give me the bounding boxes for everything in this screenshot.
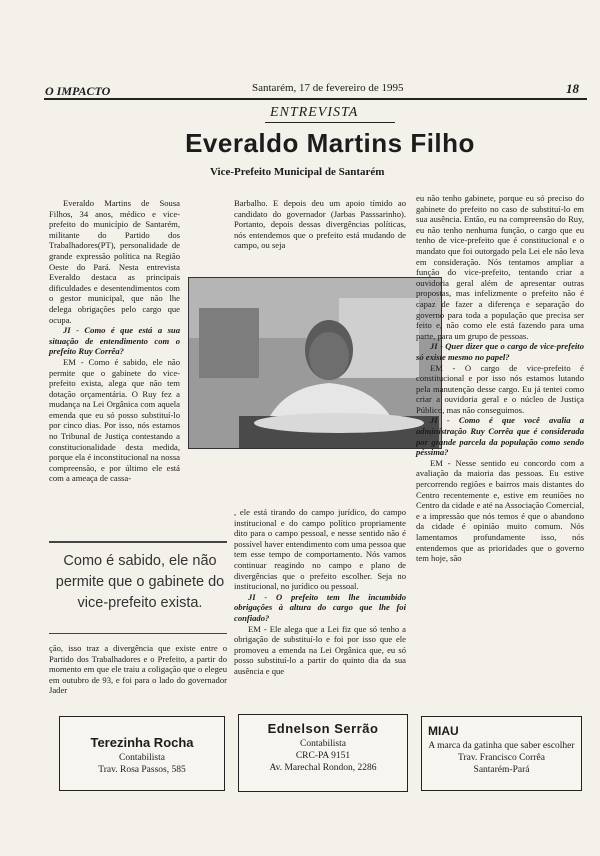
header-rule — [44, 98, 587, 100]
column-3 — [416, 193, 584, 564]
ad-line: CRC-PA 9151 — [295, 751, 351, 761]
column-1 — [49, 198, 180, 484]
article-title: Everaldo Martins Filho — [185, 128, 475, 158]
ad-line: Santarém-Pará — [473, 765, 530, 775]
question-1: JI - Como é que está a sua situação de entendimento com o prefeito Ruy Corrêa? — [49, 325, 180, 357]
pullquote-rule-top — [49, 541, 227, 543]
ad-name: MIAU — [428, 724, 459, 738]
column-2-top-text: Barbalho. E depois deu um apoio tímido ao candidato do governador (Jarbas Passsarinho). Portanto, depois dessas divergências políticas, nós entendemos que o prefeito está mudando de campo, ou seja — [234, 198, 406, 251]
ad-line: Av. Marechal Rondon, 2286 — [269, 763, 377, 773]
newspaper-name: O IMPACTO — [45, 84, 111, 98]
ad-terezinha-rocha — [59, 716, 225, 791]
ad-line: A marca da gatinha que saber escolher — [428, 741, 575, 751]
column-2 — [234, 198, 406, 251]
answer-1: EM - Como é sabido, ele não permite que o gabinete do vice-prefeito exista, alega que não tem dotação orçamentária. O Ruy fez a mudança na Lei Orgânica com aquela emenda que eu só posso substituí-lo por cinco dias. Por isso, nós estamos no Tribunal de Justiça contestando a constitucionalidade desta medida, porque ela é inconstitucional na nossa compreensão, e por último ele está com a ameaça de cassa- — [49, 356, 180, 484]
section-kicker: ENTREVISTA — [270, 105, 359, 120]
ad-line: Contabilista — [119, 753, 165, 763]
ad-name: Ednelson Serrão — [267, 721, 379, 736]
column-2-continued — [234, 507, 406, 677]
ad-line: Trav. Francisco Corrêa — [458, 753, 545, 763]
ad-line: Contabilista — [300, 739, 346, 749]
answer-4: EM - Nesse sentido eu concordo com a avaliação da maioria das pessoas. Eu estive percorrendo regiões e bairros mais distantes do Centro recentemente e, estive em reuniões no Centro da cidade e até na Associação Comercial, e a impressão que nós temos é que o abandono da cidade é opinião muito comum. Nós lamentamos profundamente isso, nós entendemos que as prioridades que o governo tem hoje, são — [416, 457, 584, 564]
ad-line: Trav. Rosa Passos, 585 — [98, 765, 186, 775]
pull-quote: Como é sabido, ele não permite que o gabinete do vice-prefeito exista. — [55, 553, 225, 611]
question-4: JI - Como é que você avalia a administração Ruy Corrêa que é considerada por grande parcela da população como sendo péssima? — [416, 415, 584, 458]
column-1-bottom-text: ção, isso traz a divergência que existe entre o Partido dos Trabalhadores e o Prefeito, a partir do momento em que ele traiu a coligação que o elegeu em outubro de 93, e foi para o lado do governador Jader — [49, 643, 227, 696]
question-2: JI - O prefeito tem lhe incumbido obrigações à altura do cargo que lhe foi confiado? — [234, 591, 406, 623]
kicker-underline — [265, 122, 395, 123]
answer-2: EM - Ele alega que a Lei fiz que só tenho a obrigação de substituí-lo e foi por isso que ele promoveu a emenda na Lei Orgânica que, eu só posso substituí-lo a partir do quinto dia da sua ausência e que — [234, 623, 406, 676]
column-2-bottom-text: , ele está tirando do campo jurídico, do campo institucional e do campo político propriamente dito para o campo pessoal, e nesse sentido não é possível haver entendimento com uma pessoa que tem esse tempo de comportamento. Nós vamos continuar reagindo no campo e plano de divergências que o prefeito escolher. Seja no institucional, no jurídico ou pessoal. — [234, 507, 406, 592]
issue-date: Santarém, 17 de fevereiro de 1995 — [252, 82, 404, 94]
portrait-illustration — [189, 278, 441, 448]
column-1-continued — [49, 643, 227, 696]
ad-name: Terezinha Rocha — [90, 735, 194, 750]
ad-ednelson-serrao — [238, 714, 408, 792]
intro-paragraph: Everaldo Martins de Sousa Filhos, 34 anos, médico e vice-prefeito do município de Santarém, militante do Partido dos Trabalhadores(PT), personalidade de grande expressão política na Região Oeste do Pará. Nesta entrevista Everaldo destaca as principais dificuldades e desentendimentos com o gestor municipal, que não lhe delega obrigações pelo cargo que ocupa. — [49, 198, 180, 325]
pullquote-rule-bottom — [49, 633, 227, 634]
portrait-photo — [188, 277, 442, 449]
page-number: 18 — [566, 81, 579, 96]
column-3-top-text: eu não tenho gabinete, porque eu só preciso do gabinete do prefeito no caso de substituí-lo em sua ausência. Então, eu na compreensão do Ruy, eu não tenho nenhuma função, o cargo que eu tenho de vice-prefeito que é constitucional e o mandato que foi outorgado pela Lei ele não leva em consideração. Nós tentamos ampliar a função do vice-prefeito, tentando criar a ouvidoria geral além de apresentar outras propostas, mas infelizmente o prefeito não é capaz de fazer a diferença e separação do governo para toda a população que precisa ser feito e, não como ele está fazendo para uma parte, para um grupo de pessoas. — [416, 193, 584, 341]
article-subtitle: Vice-Prefeito Municipal de Santarém — [210, 166, 385, 178]
ad-miau — [421, 716, 582, 791]
question-3: JI - Quer dizer que o cargo de vice-prefeito só existe mesmo no papel? — [416, 341, 584, 362]
answer-3: EM - O cargo de vice-prefeito é constitucional e por isso nós estamos lutando pela manutenção desse cargo. Eu já tentei como criar a ouvidoria geral e o núcleo de Justiça Público, mas não conseguimos. — [416, 362, 584, 415]
